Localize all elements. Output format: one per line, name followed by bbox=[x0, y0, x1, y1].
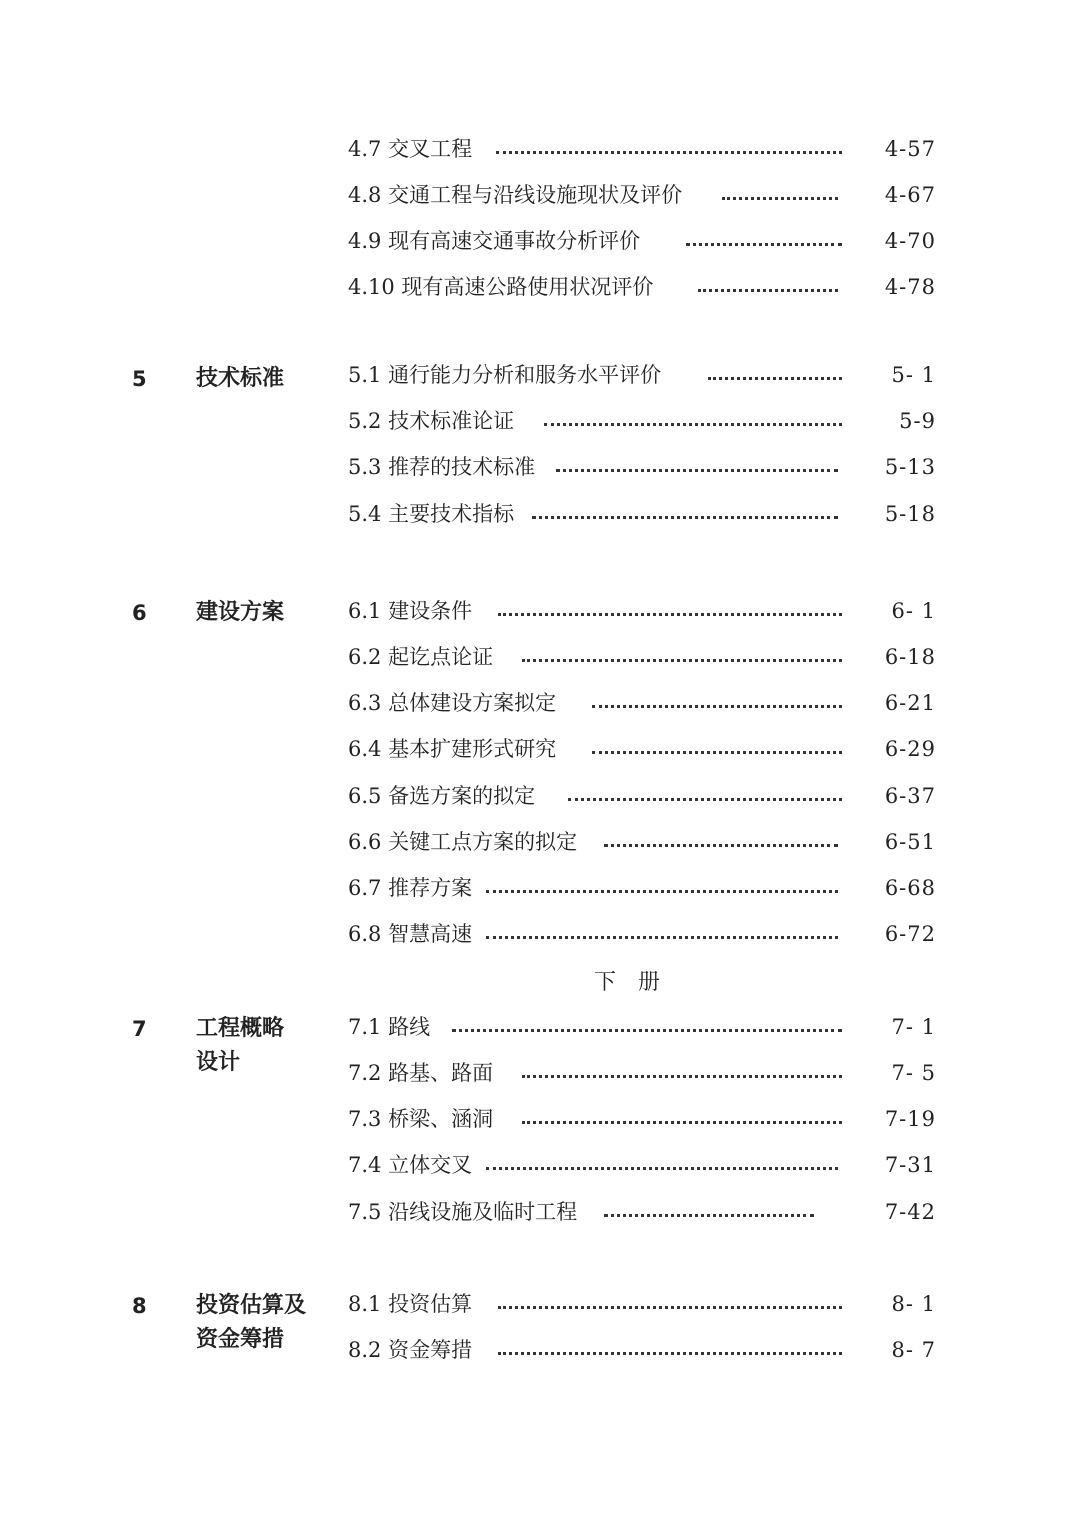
toc-entry[interactable] bbox=[348, 825, 936, 859]
entry-page: 4-57 bbox=[884, 137, 936, 161]
entry-title: 4.10 现有高速公路使用状况评价 bbox=[348, 275, 654, 299]
entry-title: 6.4 基本扩建形式研究 bbox=[348, 737, 557, 761]
dot-leader bbox=[592, 751, 842, 754]
dot-leader bbox=[532, 516, 838, 519]
toc-entry[interactable] bbox=[348, 1056, 936, 1090]
entry-title: 6.2 起讫点论证 bbox=[348, 645, 494, 669]
entry-page: 6-37 bbox=[884, 784, 936, 808]
entry-title: 7.5 沿线设施及临时工程 bbox=[348, 1200, 578, 1224]
chapter-number: 5 bbox=[132, 367, 147, 391]
toc-entry[interactable] bbox=[348, 1148, 936, 1182]
toc-entry[interactable] bbox=[348, 1333, 936, 1367]
toc-entry[interactable] bbox=[348, 686, 936, 720]
toc-entry[interactable] bbox=[348, 178, 936, 212]
toc-entry[interactable] bbox=[348, 497, 936, 531]
chapter-title: 建设方案 bbox=[196, 600, 285, 625]
entry-title: 6.5 备选方案的拟定 bbox=[348, 784, 536, 808]
entry-page: 4-67 bbox=[884, 183, 936, 207]
toc-entry[interactable] bbox=[348, 779, 936, 813]
entry-page: 5- 1 bbox=[891, 363, 936, 387]
entry-page: 5-9 bbox=[899, 409, 936, 433]
toc-entry[interactable] bbox=[348, 732, 936, 766]
dot-leader bbox=[498, 613, 842, 616]
entry-page: 6-68 bbox=[884, 876, 936, 900]
chapter-title-line-2: 资金筹措 bbox=[196, 1327, 285, 1352]
dot-leader bbox=[452, 1029, 842, 1032]
toc-entry[interactable] bbox=[348, 450, 936, 484]
entry-title: 7.3 桥梁、涵洞 bbox=[348, 1107, 494, 1131]
toc-entry[interactable] bbox=[348, 132, 936, 166]
chapter-number: 7 bbox=[132, 1017, 147, 1041]
entry-page: 7- 5 bbox=[891, 1061, 936, 1085]
dot-leader bbox=[686, 243, 842, 246]
dot-leader bbox=[522, 1075, 842, 1078]
entry-title: 5.4 主要技术指标 bbox=[348, 502, 515, 526]
entry-title: 8.2 资金筹措 bbox=[348, 1338, 473, 1362]
toc-entry[interactable] bbox=[348, 1195, 936, 1229]
dot-leader bbox=[486, 1167, 838, 1170]
toc-entry[interactable] bbox=[348, 594, 936, 628]
dot-leader bbox=[568, 798, 842, 801]
dot-leader bbox=[498, 1306, 842, 1309]
entry-page: 4-70 bbox=[884, 229, 936, 253]
entry-page: 6-72 bbox=[884, 922, 936, 946]
dot-leader bbox=[604, 844, 838, 847]
chapter-title-line-1: 投资估算及 bbox=[196, 1293, 307, 1318]
dot-leader bbox=[522, 1121, 842, 1124]
volume-label: 下册 bbox=[594, 970, 683, 995]
dot-leader bbox=[556, 469, 838, 472]
entry-title: 7.4 立体交叉 bbox=[348, 1153, 473, 1177]
chapter-number: 8 bbox=[132, 1294, 147, 1318]
toc-entry[interactable] bbox=[348, 224, 936, 258]
dot-leader bbox=[544, 423, 842, 426]
entry-page: 8- 7 bbox=[891, 1338, 936, 1362]
toc-entry[interactable] bbox=[348, 404, 936, 438]
entry-page: 8- 1 bbox=[891, 1292, 936, 1316]
entry-title: 6.6 关键工点方案的拟定 bbox=[348, 830, 578, 854]
entry-page: 7-31 bbox=[884, 1153, 936, 1177]
toc-entry[interactable] bbox=[348, 640, 936, 674]
dot-leader bbox=[698, 289, 838, 292]
entry-title: 5.1 通行能力分析和服务水平评价 bbox=[348, 363, 662, 387]
entry-page: 6-29 bbox=[884, 737, 936, 761]
entry-title: 4.8 交通工程与沿线设施现状及评价 bbox=[348, 183, 683, 207]
entry-page: 5-18 bbox=[884, 502, 936, 526]
toc-entry[interactable] bbox=[348, 270, 936, 304]
toc-entry[interactable] bbox=[348, 358, 936, 392]
dot-leader bbox=[722, 197, 838, 200]
dot-leader bbox=[522, 659, 842, 662]
dot-leader bbox=[486, 936, 838, 939]
entry-page: 7-19 bbox=[884, 1107, 936, 1131]
entry-page: 6- 1 bbox=[891, 599, 936, 623]
entry-title: 6.7 推荐方案 bbox=[348, 876, 473, 900]
toc-entry[interactable] bbox=[348, 917, 936, 951]
entry-title: 5.2 技术标准论证 bbox=[348, 409, 515, 433]
dot-leader bbox=[496, 151, 842, 154]
entry-title: 5.3 推荐的技术标准 bbox=[348, 455, 536, 479]
entry-title: 7.1 路线 bbox=[348, 1015, 431, 1039]
entry-title: 8.1 投资估算 bbox=[348, 1292, 473, 1316]
entry-page: 6-18 bbox=[884, 645, 936, 669]
dot-leader bbox=[708, 377, 842, 380]
entry-title: 7.2 路基、路面 bbox=[348, 1061, 494, 1085]
entry-title: 4.9 现有高速交通事故分析评价 bbox=[348, 229, 641, 253]
chapter-title-line-1: 工程概略 bbox=[196, 1016, 285, 1041]
dot-leader bbox=[498, 1352, 842, 1355]
dot-leader bbox=[486, 890, 838, 893]
entry-page: 6-21 bbox=[884, 691, 936, 715]
toc-entry[interactable] bbox=[348, 1010, 936, 1044]
entry-title: 4.7 交叉工程 bbox=[348, 137, 473, 161]
entry-page: 7-42 bbox=[884, 1200, 936, 1224]
toc-entry[interactable] bbox=[348, 871, 936, 905]
entry-title: 6.3 总体建设方案拟定 bbox=[348, 691, 557, 715]
entry-page: 4-78 bbox=[884, 275, 936, 299]
toc-entry[interactable] bbox=[348, 1287, 936, 1321]
entry-title: 6.8 智慧高速 bbox=[348, 922, 473, 946]
dot-leader bbox=[604, 1214, 814, 1217]
toc-entry[interactable] bbox=[348, 1102, 936, 1136]
chapter-title: 技术标准 bbox=[196, 366, 285, 391]
entry-page: 6-51 bbox=[884, 830, 936, 854]
chapter-title-line-2: 设计 bbox=[196, 1050, 241, 1075]
entry-page: 5-13 bbox=[884, 455, 936, 479]
chapter-number: 6 bbox=[132, 601, 147, 625]
entry-page: 7- 1 bbox=[891, 1015, 936, 1039]
dot-leader bbox=[592, 705, 842, 708]
entry-title: 6.1 建设条件 bbox=[348, 599, 473, 623]
